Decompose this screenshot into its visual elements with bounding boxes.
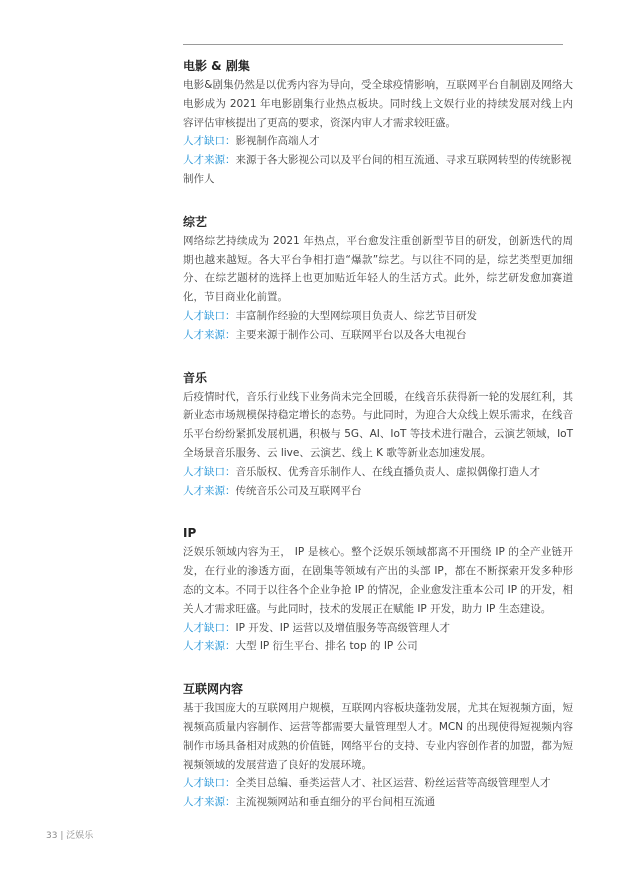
talent-source-line xyxy=(183,326,573,345)
talent-gap-line xyxy=(183,132,573,151)
section-internet-content xyxy=(183,681,573,812)
talent-source-label: 人才来源： xyxy=(183,796,236,809)
talent-source-text: 主要来源于制作公司、互联网平台以及各大电视台 xyxy=(235,328,467,341)
talent-source-line xyxy=(183,151,573,189)
section-paragraph: 网络综艺持续成为 2021 年热点，平台愈发注重创新型节目的研发，创新迭代的周期也越来越短。各大平台争相打造“爆款”综艺。与以往不同的是，综艺类型更加细分、在综艺题材的选择上也更加贴近年轻人的生活方式。此外，综艺研发愈加赛道化，节目商业化前置。 xyxy=(183,234,573,304)
section-paragraph: 泛娱乐领域内容为王， IP 是核心。整个泛娱乐领域都离不开围绕 IP 的全产业链开发，在行业的渗透方面，在剧集等领域有产出的头部 IP，都在不断探索开发多种形态的文本。不同于以往各个企业争抢 IP 的情况，企业愈发注重本公司 IP 的开发，相关人才需求旺盛。与此同时，技术的发展正在赋能 IP 开发，助力 IP 生态建设。 xyxy=(183,546,573,615)
section-paragraph: 电影&剧集仍然是以优秀内容为导向，受全球疫情影响，互联网平台自制剧及网络大电影成为 2021 年电影剧集行业热点板块。同时线上文娱行业的持续发展对线上内容评估审核提出了更高的要求，资深内审人才需求较旺盛。 xyxy=(183,79,573,129)
talent-source-label: 人才来源： xyxy=(183,484,236,497)
section-title: 电影 & 剧集 xyxy=(183,59,250,73)
talent-gap-label: 人才缺口： xyxy=(183,465,236,478)
talent-source-line xyxy=(183,793,573,812)
section-paragraph: 基于我国庞大的互联网用户规模，互联网内容板块蓬勃发展，尤其在短视频方面，短视频高质量内容制作、运营等都需要大量管理型人才。MCN 的出现使得短视频内容制作市场具备相对成熟的价值链，网络平台的支持、专业内容创作者的加盟，都为短视频领域的发展营造了良好的发展环境。 xyxy=(183,702,573,771)
talent-gap-label: 人才缺口： xyxy=(183,135,236,148)
talent-gap-text: 全类目总编、垂类运营人才、社区运营、粉丝运营等高级管理型人才 xyxy=(235,777,551,790)
section-title: 音乐 xyxy=(183,370,208,385)
talent-source-label: 人才来源： xyxy=(183,154,236,167)
talent-gap-label: 人才缺口： xyxy=(183,621,236,634)
talent-gap-line xyxy=(183,307,573,326)
talent-source-line xyxy=(183,637,573,656)
talent-source-label: 人才来源： xyxy=(183,640,236,653)
section-music xyxy=(183,370,573,501)
talent-gap-label: 人才缺口： xyxy=(183,777,236,790)
section-title: 互联网内容 xyxy=(183,682,244,697)
talent-gap-line xyxy=(183,463,573,482)
talent-source-line xyxy=(183,482,573,501)
header-rule xyxy=(183,44,563,45)
talent-gap-line xyxy=(183,619,573,638)
talent-gap-text: 音乐版权、优秀音乐制作人、在线直播负责人、虚拟偶像打造人才 xyxy=(235,465,540,478)
talent-source-label: 人才来源： xyxy=(183,328,236,341)
talent-source-text: 来源于各大影视公司以及平台间的相互流通、寻求互联网转型的传统影视制作人 xyxy=(183,154,572,185)
talent-source-text: 传统音乐公司及互联网平台 xyxy=(235,484,362,497)
section-ip xyxy=(183,525,573,656)
section-paragraph: 后疫情时代，音乐行业线下业务尚未完全回暖，在线音乐获得新一轮的发展红利，其新业态市场规模保持稳定增长的态势。与此同时，为迎合大众线上娱乐需求，在线音乐平台纷纷紧抓发展机遇，积极与 5G、AI、IoT 等技术进行融合，云演艺领域，IoT 全场景音乐服务、云 live、云演艺、线上 K 歌等新业态加速发展。 xyxy=(183,390,573,459)
talent-source-text: 大型 IP 衍生平台、排名 top 的 IP 公司 xyxy=(235,640,418,653)
article-body xyxy=(183,58,573,837)
section-film-series xyxy=(183,58,573,189)
talent-gap-line xyxy=(183,774,573,793)
section-title: IP xyxy=(183,526,197,541)
section-title: 综艺 xyxy=(183,214,208,229)
section-variety xyxy=(183,214,573,345)
page-footer: 33 | 泛娱乐 xyxy=(46,831,94,841)
talent-gap-label: 人才缺口： xyxy=(183,309,236,322)
talent-gap-text: IP 开发、IP 运营以及增值服务等高级管理人才 xyxy=(235,621,451,634)
talent-source-text: 主流视频网站和垂直细分的平台间相互流通 xyxy=(235,796,435,809)
talent-gap-text: 影视制作高端人才 xyxy=(235,135,320,148)
talent-gap-text: 丰富制作经验的大型网综项目负责人、综艺节目研发 xyxy=(235,309,477,322)
